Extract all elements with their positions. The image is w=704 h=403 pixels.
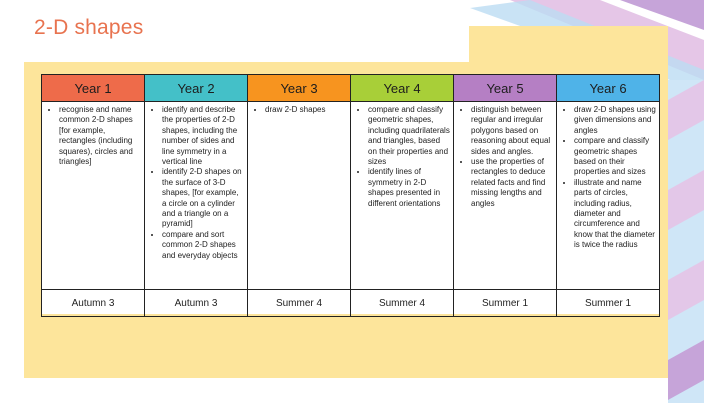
year-4-term: Summer 4: [351, 290, 454, 317]
year-4-header: Year 4: [351, 75, 454, 102]
year-6-header: Year 6: [557, 75, 660, 102]
year-3-objectives: [248, 102, 351, 290]
year-6-objectives: [557, 102, 660, 290]
year-1-header: Year 1: [42, 75, 145, 102]
objectives-row: [42, 102, 660, 290]
objective-item: • identify lines of symmetry in 2-D shapes presented in different orientations: [368, 167, 450, 209]
objective-item: • recognise and name common 2-D shapes [for example, rectangles (including squares), circles and triangles]: [59, 105, 141, 167]
objective-item: • draw 2-D shapes using given dimensions and angles: [574, 105, 656, 136]
header-row: [42, 75, 660, 102]
year-5-header: Year 5: [454, 75, 557, 102]
objective-item: • compare and classify geometric shapes, including quadrilaterals and triangles, based on their properties and sizes: [368, 105, 450, 167]
objective-item: • compare and classify geometric shapes based on their properties and sizes: [574, 136, 656, 178]
objective-item: • draw 2-D shapes: [265, 105, 347, 115]
year-1-objectives: [42, 102, 145, 290]
objective-item: • use the properties of rectangles to deduce related facts and find missing lengths and angles: [471, 157, 553, 209]
year-3-header: Year 3: [248, 75, 351, 102]
objective-item: • identify 2-D shapes on the surface of 3-D shapes, [for example, a circle on a cylinder and a triangle on a pyramid]: [162, 167, 244, 229]
year-5-objectives: [454, 102, 557, 290]
year-2-objectives: [145, 102, 248, 290]
objective-item: • identify and describe the properties of 2-D shapes, including the number of sides and line symmetry in a vertical line: [162, 105, 244, 167]
year-4-objectives: [351, 102, 454, 290]
page-title: 2-D shapes: [34, 16, 144, 39]
year-2-header: Year 2: [145, 75, 248, 102]
year-5-term: Summer 1: [454, 290, 557, 317]
objective-item: • illustrate and name parts of circles, including radius, diameter and circumference and know that the diameter is twice the radius: [574, 178, 656, 251]
term-row: [42, 290, 660, 317]
objective-item: • compare and sort common 2-D shapes and everyday objects: [162, 230, 244, 261]
objective-item: • distinguish between regular and irregular polygons based on reasoning about equal sides and angles.: [471, 105, 553, 157]
decorative-stripes-right: [668, 80, 704, 403]
year-3-term: Summer 4: [248, 290, 351, 317]
year-1-term: Autumn 3: [42, 290, 145, 317]
curriculum-table: [41, 74, 659, 314]
year-2-term: Autumn 3: [145, 290, 248, 317]
year-6-term: Summer 1: [557, 290, 660, 317]
